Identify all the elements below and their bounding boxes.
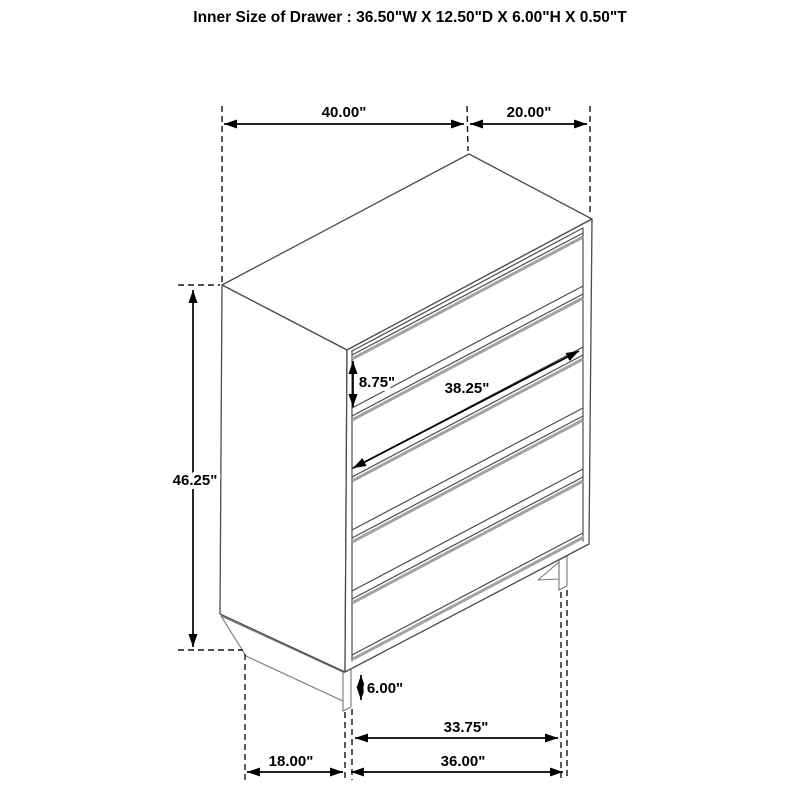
label-leg-depth-span: 18.00" [268, 753, 314, 770]
label-drawer-front-height: 8.75" [358, 374, 396, 391]
label-leg-width-span: 36.00" [440, 753, 486, 770]
drawing-title: Inner Size of Drawer : 36.50"W X 12.50"D X 6.00"H X 0.50"T [193, 9, 627, 26]
left-side-face [220, 285, 347, 672]
front-right-leg [559, 556, 567, 590]
label-body-height: 46.25" [172, 472, 218, 489]
label-inner-leg-width: 33.75" [443, 719, 489, 736]
front-left-leg [343, 669, 351, 711]
label-top-depth: 20.00" [506, 104, 552, 121]
label-drawer-front-width: 38.25" [444, 380, 490, 397]
label-leg-height: 6.00" [366, 680, 404, 697]
chest-drawing [220, 154, 592, 711]
label-top-width: 40.00" [321, 104, 367, 121]
